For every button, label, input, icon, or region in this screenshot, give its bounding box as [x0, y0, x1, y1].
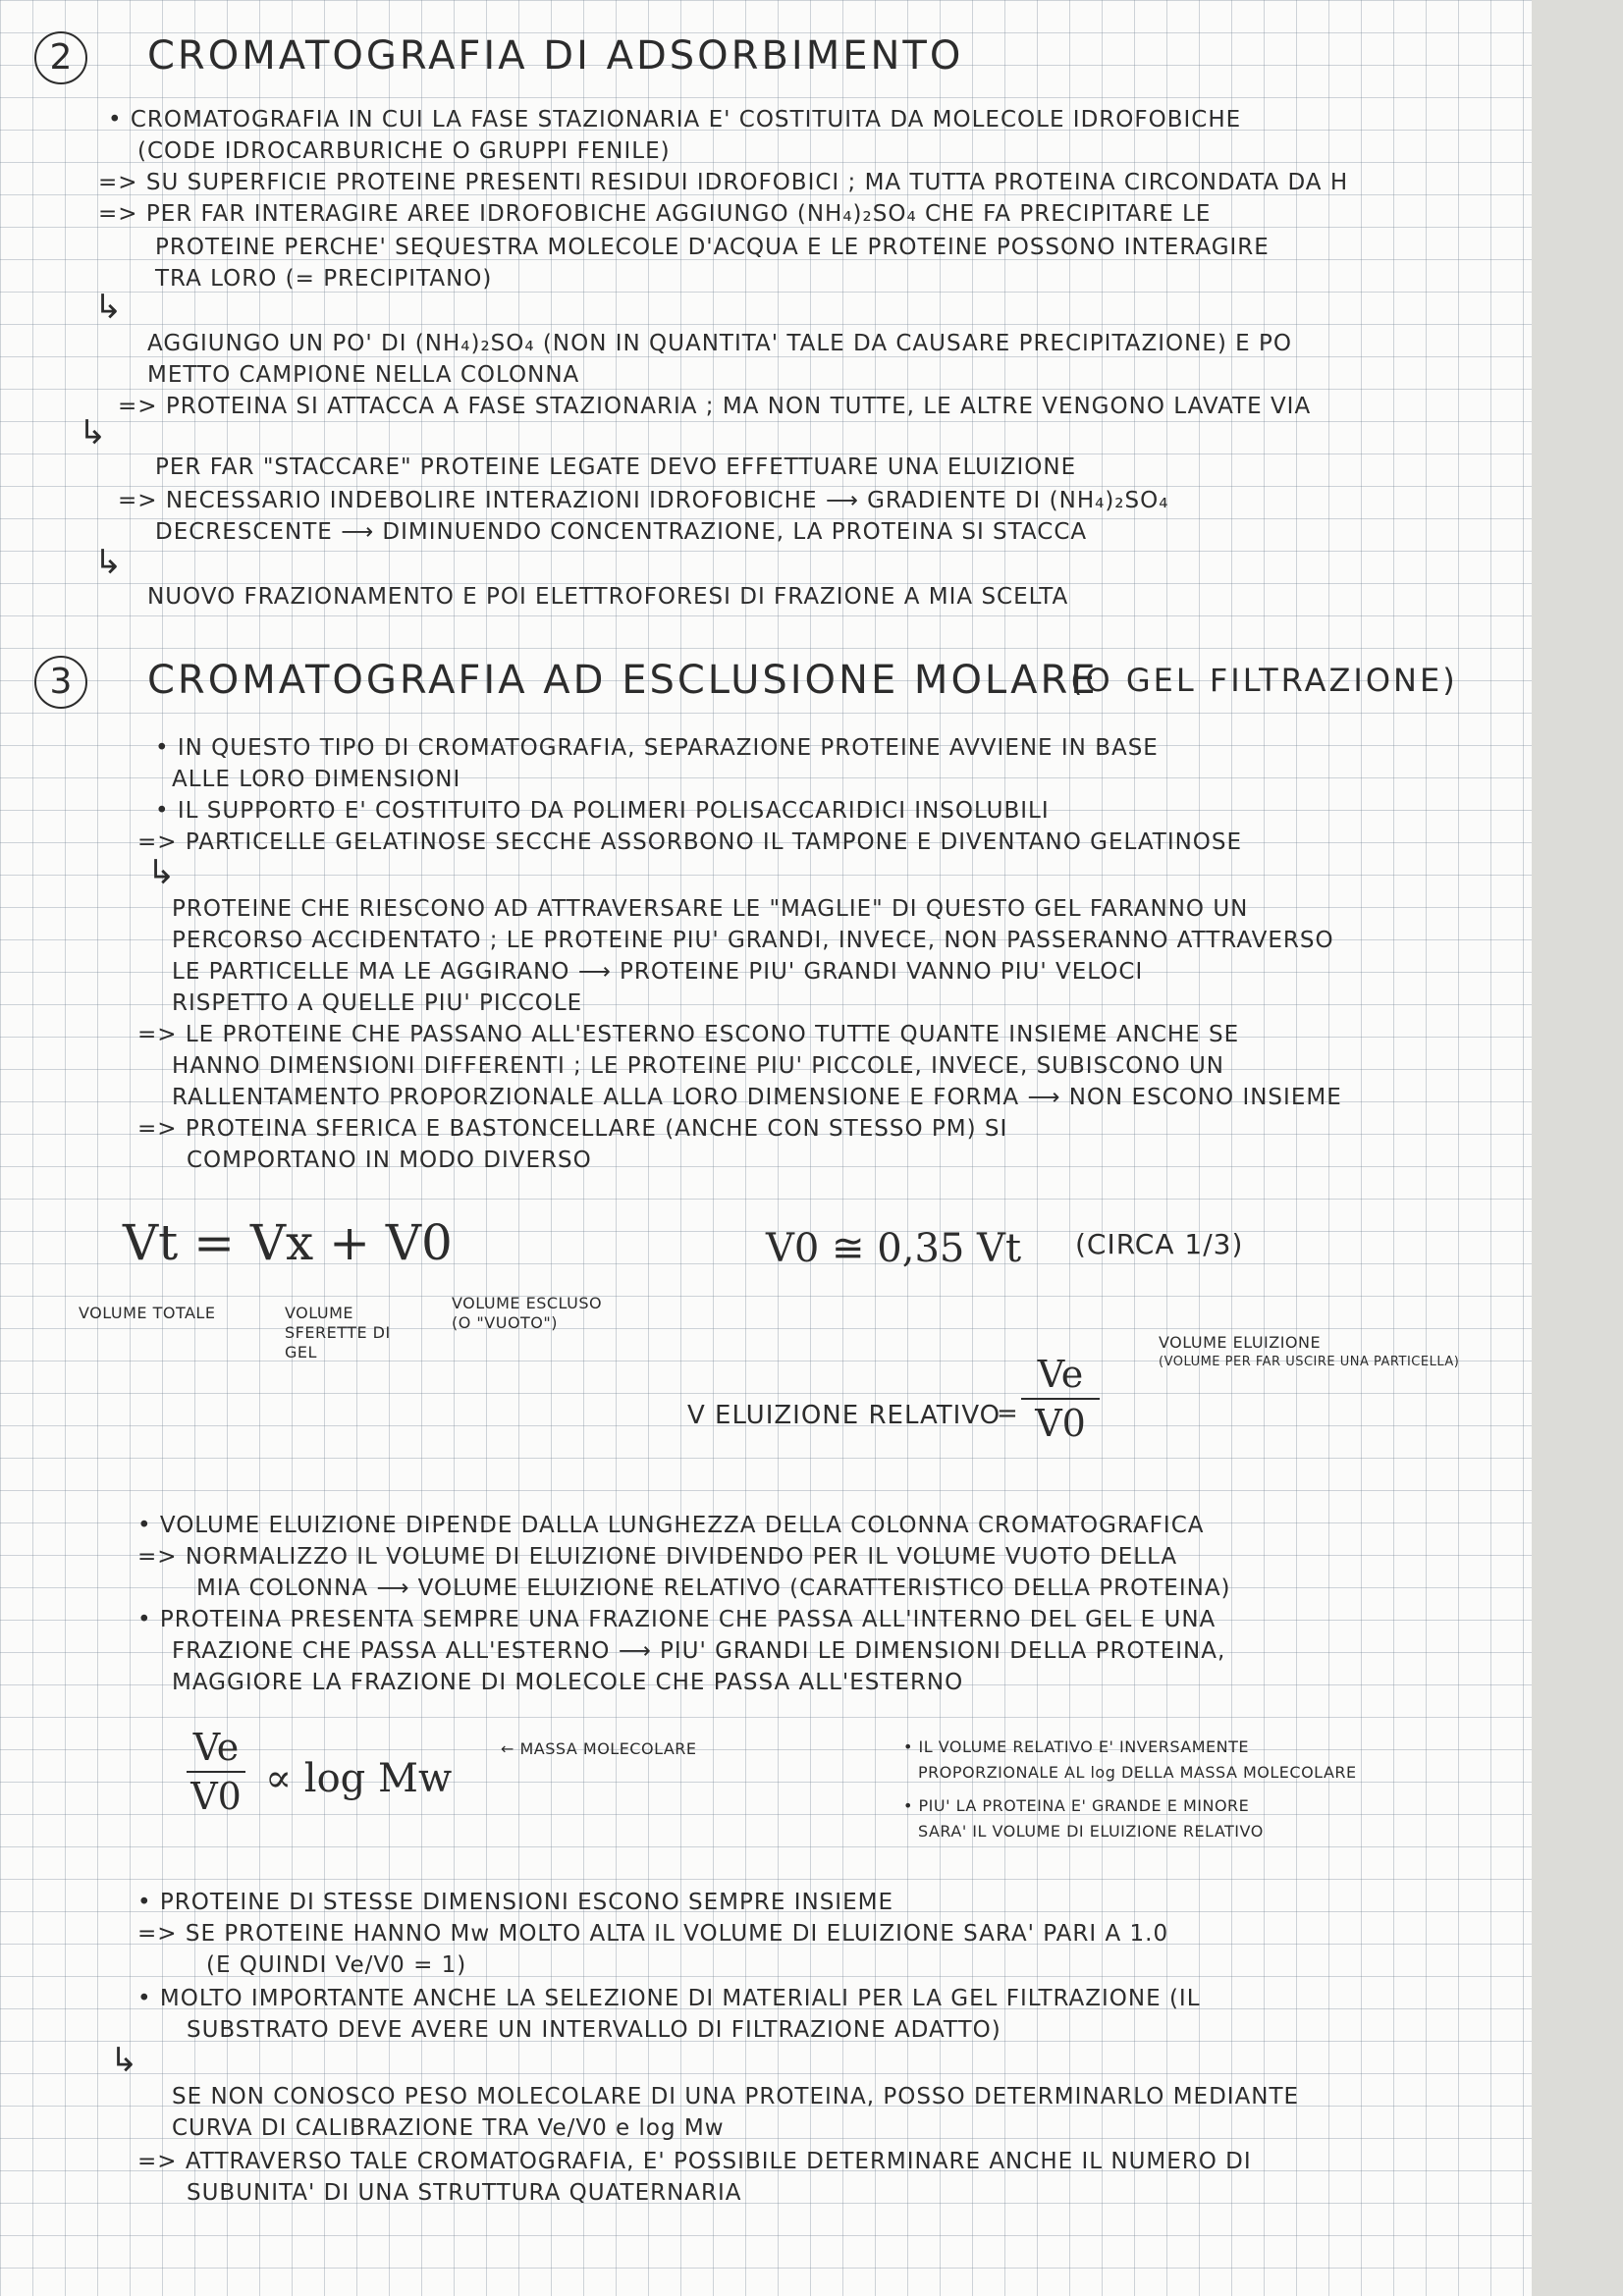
- s3-line3: => SE PROTEINE HANNO Mw MOLTO ALTA IL VOLUME DI ELUIZIONE SARA' PARI A 1.0: [137, 1921, 1169, 1947]
- fraction-bar: [187, 1771, 245, 1773]
- s3-line2: MIA COLONNA ⟶ VOLUME ELUIZIONE RELATIVO (CARATTERISTICO DELLA PROTEINA): [196, 1575, 1231, 1601]
- s3-line: => PROTEINA SFERICA E BASTONCELLARE (ANCHE CON STESSO PM) SI: [137, 1116, 1008, 1142]
- s3-line: => LE PROTEINE CHE PASSANO ALL'ESTERNO ESCONO TUTTE QUANTE INSIEME ANCHE SE: [137, 1022, 1240, 1047]
- s3-line: ALLE LORO DIMENSIONI: [172, 767, 461, 792]
- formula-v0-ratio: V0 ≅ 0,35 Vt: [766, 1226, 1022, 1271]
- s3-line3: SE NON CONOSCO PESO MOLECOLARE DI UNA PROTEINA, POSSO DETERMINARLO MEDIANTE: [172, 2084, 1300, 2109]
- s3-line3: CURVA DI CALIBRAZIONE TRA Ve/V0 e log Mw: [172, 2115, 725, 2141]
- fraction-denominator: V0: [190, 1775, 242, 1818]
- fraction-numerator: Ve: [192, 1726, 240, 1769]
- section-3-title: CROMATOGRAFIA AD ESCLUSIONE MOLARE: [147, 658, 1099, 703]
- s3-line: • IL SUPPORTO E' COSTITUITO DA POLIMERI POLISACCARIDICI INSOLUBILI: [155, 798, 1050, 824]
- hook-arrow-icon: ↳: [79, 413, 107, 453]
- fraction-denominator: V0: [1035, 1402, 1086, 1445]
- section-3-subtitle: (O GEL FILTRAZIONE): [1070, 662, 1458, 699]
- side-note: PROPORZIONALE AL log DELLA MASSA MOLECOLARE: [918, 1763, 1357, 1782]
- hook-arrow-icon: ↳: [94, 543, 123, 582]
- s3-line: PROTEINE CHE RIESCONO AD ATTRAVERSARE LE "MAGLIE" DI QUESTO GEL FARANNO UN: [172, 896, 1249, 922]
- s3-line3: • PROTEINE DI STESSE DIMENSIONI ESCONO SEMPRE INSIEME: [137, 1890, 893, 1915]
- s2-line: DECRESCENTE ⟶ DIMINUENDO CONCENTRAZIONE, LA PROTEINA SI STACCA: [155, 519, 1088, 545]
- fraction-numerator: Ve: [1037, 1353, 1084, 1396]
- fraction-ve-v0: [1021, 1353, 1100, 1445]
- section-2-title: CROMATOGRAFIA DI ADSORBIMENTO: [147, 33, 964, 79]
- section-number-2: 2: [34, 31, 87, 84]
- s2-line: (CODE IDROCARBURICHE O GRUPPI FENILE): [137, 138, 671, 164]
- label-massa-molecolare: ← MASSA MOLECOLARE: [501, 1739, 697, 1758]
- hook-arrow-icon: ↳: [147, 853, 176, 892]
- hook-arrow-icon: ↳: [110, 2041, 138, 2080]
- s3-line: HANNO DIMENSIONI DIFFERENTI ; LE PROTEINE PIU' PICCOLE, INVECE, SUBISCONO UN: [172, 1053, 1224, 1079]
- s2-line: • CROMATOGRAFIA IN CUI LA FASE STAZIONARIA E' COSTITUITA DA MOLECOLE IDROFOBICHE: [108, 107, 1242, 133]
- label-v-eluizione-relativo: V ELUIZIONE RELATIVO: [687, 1401, 1001, 1430]
- page-edge: [1532, 0, 1623, 2296]
- fraction-bar: [1021, 1398, 1100, 1400]
- s3-line2: => NORMALIZZO IL VOLUME DI ELUIZIONE DIVIDENDO PER IL VOLUME VUOTO DELLA: [137, 1544, 1178, 1570]
- side-note: SARA' IL VOLUME DI ELUIZIONE RELATIVO: [918, 1822, 1264, 1841]
- s2-line: TRA LORO (= PRECIPITANO): [155, 266, 493, 292]
- fraction-ve-v0-small: [187, 1726, 245, 1818]
- s3-line3: (E QUINDI Ve/V0 = 1): [206, 1952, 467, 1978]
- s2-line: PER FAR "STACCARE" PROTEINE LEGATE DEVO EFFETTUARE UNA ELUIZIONE: [155, 454, 1077, 480]
- side-note: • PIU' LA PROTEINA E' GRANDE E MINORE: [903, 1796, 1250, 1815]
- label-volume-escluso: VOLUME ESCLUSO (O "VUOTO"): [452, 1294, 603, 1332]
- section-number-3: 3: [34, 656, 87, 709]
- formula-total-volume: Vt = Vx + V0: [123, 1214, 453, 1271]
- s3-line: RALLENTAMENTO PROPORZIONALE ALLA LORO DIMENSIONE E FORMA ⟶ NON ESCONO INSIEME: [172, 1085, 1342, 1110]
- s2-line: METTO CAMPIONE NELLA COLONNA: [147, 362, 580, 388]
- s3-line3: • MOLTO IMPORTANTE ANCHE LA SELEZIONE DI MATERIALI PER LA GEL FILTRAZIONE (IL: [137, 1986, 1201, 2011]
- s3-line3: => ATTRAVERSO TALE CROMATOGRAFIA, E' POSSIBILE DETERMINARE ANCHE IL NUMERO DI: [137, 2149, 1252, 2174]
- s3-line: => PARTICELLE GELATINOSE SECCHE ASSORBONO IL TAMPONE E DIVENTANO GELATINOSE: [137, 829, 1243, 855]
- equals-sign: =: [997, 1399, 1019, 1428]
- s3-line2: • PROTEINA PRESENTA SEMPRE UNA FRAZIONE CHE PASSA ALL'INTERNO DEL GEL E UNA: [137, 1607, 1217, 1632]
- s3-line3: SUBUNITA' DI UNA STRUTTURA QUATERNARIA: [187, 2180, 742, 2206]
- formula-proportional-log-mw: ∝ log Mw: [265, 1756, 453, 1801]
- s3-line: COMPORTANO IN MODO DIVERSO: [187, 1148, 592, 1173]
- s3-line2: MAGGIORE LA FRAZIONE DI MOLECOLE CHE PASSA ALL'ESTERNO: [172, 1670, 964, 1695]
- s3-line: • IN QUESTO TIPO DI CROMATOGRAFIA, SEPARAZIONE PROTEINE AVVIENE IN BASE: [155, 735, 1159, 761]
- s2-line: => NECESSARIO INDEBOLIRE INTERAZIONI IDROFOBICHE ⟶ GRADIENTE DI (NH₄)₂SO₄: [118, 488, 1169, 513]
- label-volume-eluizione: VOLUME ELUIZIONE: [1159, 1333, 1322, 1352]
- s3-line2: • VOLUME ELUIZIONE DIPENDE DALLA LUNGHEZZA DELLA COLONNA CROMATOGRAFICA: [137, 1513, 1205, 1538]
- label-volume-sferette: VOLUME SFERETTE DI GEL: [285, 1304, 391, 1362]
- s3-line: PERCORSO ACCIDENTATO ; LE PROTEINE PIU' GRANDI, INVECE, NON PASSERANNO ATTRAVERSO: [172, 928, 1334, 953]
- s3-line3: SUBSTRATO DEVE AVERE UN INTERVALLO DI FILTRAZIONE ADATTO): [187, 2017, 1001, 2043]
- label-volume-totale: VOLUME TOTALE: [79, 1304, 216, 1322]
- s2-line: => PER FAR INTERAGIRE AREE IDROFOBICHE AGGIUNGO (NH₄)₂SO₄ CHE FA PRECIPITARE LE: [98, 201, 1212, 227]
- s3-line: RISPETTO A QUELLE PIU' PICCOLE: [172, 990, 583, 1016]
- formula-v0-note: (CIRCA 1/3): [1075, 1228, 1244, 1260]
- s3-line: LE PARTICELLE MA LE AGGIRANO ⟶ PROTEINE PIU' GRANDI VANNO PIU' VELOCI: [172, 959, 1144, 985]
- s2-line: AGGIUNGO UN PO' DI (NH₄)₂SO₄ (NON IN QUANTITA' TALE DA CAUSARE PRECIPITAZIONE) E PO: [147, 331, 1292, 356]
- s2-line: => SU SUPERFICIE PROTEINE PRESENTI RESIDUI IDROFOBICI ; MA TUTTA PROTEINA CIRCONDATA DA H: [98, 170, 1349, 195]
- hook-arrow-icon: ↳: [94, 288, 123, 327]
- s2-line: PROTEINE PERCHE' SEQUESTRA MOLECOLE D'ACQUA E LE PROTEINE POSSONO INTERAGIRE: [155, 235, 1270, 260]
- label-volume-eluizione-desc: (VOLUME PER FAR USCIRE UNA PARTICELLA): [1159, 1355, 1460, 1369]
- side-note: • IL VOLUME RELATIVO E' INVERSAMENTE: [903, 1737, 1249, 1756]
- s2-line: => PROTEINA SI ATTACCA A FASE STAZIONARIA ; MA NON TUTTE, LE ALTRE VENGONO LAVATE VIA: [118, 394, 1312, 419]
- s2-line: NUOVO FRAZIONAMENTO E POI ELETTROFORESI DI FRAZIONE A MIA SCELTA: [147, 584, 1069, 610]
- s3-line2: FRAZIONE CHE PASSA ALL'ESTERNO ⟶ PIU' GRANDI LE DIMENSIONI DELLA PROTEINA,: [172, 1638, 1226, 1664]
